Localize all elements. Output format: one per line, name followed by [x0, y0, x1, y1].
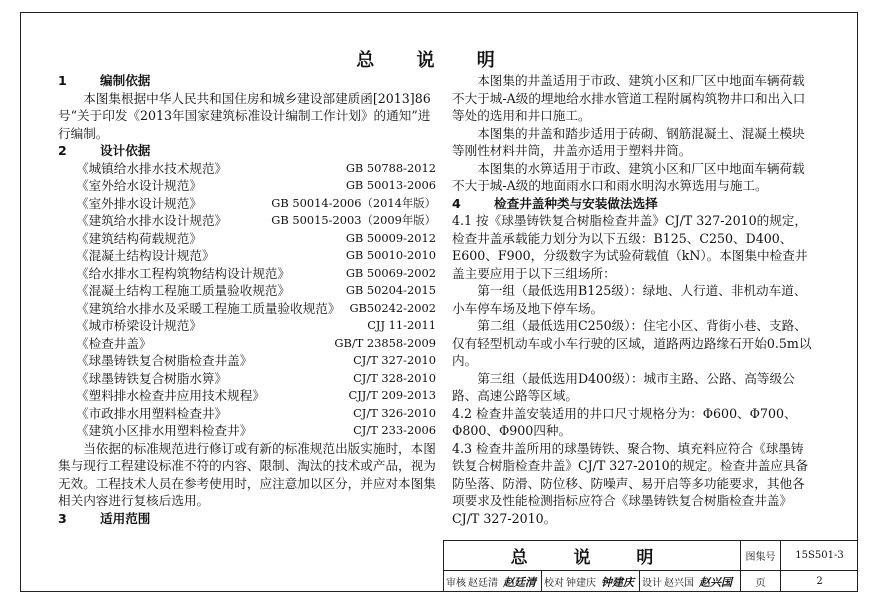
standard-name: 《室外给水设计规范》 [76, 178, 202, 193]
check-name: 钟建庆 [566, 578, 596, 589]
standard-item [58, 282, 436, 300]
atlas-number-label: 图集号 [741, 541, 781, 571]
right-column [452, 72, 812, 527]
section-3-heading [58, 510, 436, 528]
standard-code: GB 50009-2012 [345, 230, 436, 245]
section-1-number: 1 [58, 73, 67, 88]
standard-item [58, 405, 436, 423]
standard-name: 《塑料排水检查井应用技术规程》 [76, 388, 265, 403]
section-2-number: 2 [58, 143, 67, 158]
group-3-paragraph: 第三组（最低选用D400级）：城市主路、公路、高等级公路、高速公路等区域。 [452, 370, 795, 403]
standard-code: CJJ/T 209-2013 [348, 388, 436, 402]
section-4-title: 检查井盖种类与安装做法选择 [494, 195, 658, 211]
standard-code: GB 50204-2015 [345, 283, 436, 297]
standard-name: 《球墨铸铁复合树脂水箅》 [76, 370, 228, 386]
standard-item [58, 335, 436, 353]
scope-paragraph-steps: 本图集的井盖和踏步适用于砖砌、钢筋混凝土、混凝土模块等刚性材料井筒，井盖亦适用于塑料井筒。 [452, 125, 805, 158]
section-2-heading [58, 142, 436, 160]
standard-name: 《建筑给水排水及采暖工程施工质量验收规范》 [76, 300, 341, 316]
standard-name: 《建筑结构荷载规范》 [76, 230, 202, 246]
clause-4-1: 4.1 按《球墨铸铁复合树脂检查井盖》CJ/T 327-2010的规定，检查井盖承载能力划分为以下五级：B125、C250、D400、E600、F900，分级数字为试验荷载值（kN）。本图集中检查井盖主要应用于以下三组场所： [452, 213, 808, 281]
standard-name: 《城市桥梁设计规范》 [76, 318, 202, 333]
standard-name: 《市政排水用塑料检查井》 [76, 405, 228, 421]
standard-code: GB 50069-2002 [345, 265, 436, 280]
section-4-number: 4 [452, 195, 461, 211]
scope-paragraph-grates: 本图集的水箅适用于市政、建筑小区和厂区中地面车辆荷载不大于城-A级的地面雨水口和雨水明沟水箅选用与施工。 [452, 160, 805, 193]
standard-name: 《球墨铸铁复合树脂检查井盖》 [76, 353, 253, 368]
standard-item [58, 195, 436, 213]
section-1-heading [58, 72, 436, 90]
standard-name: 《城镇给水排水技术规范》 [76, 160, 228, 176]
standard-item [58, 352, 436, 370]
review-signature: 赵廷清 [503, 575, 536, 589]
section-1-paragraph: 本图集根据中华人民共和国住房和城乡建设部建质函[2013]86号“关于印发《2013年国家建筑标准设计编制工作计划》的通知”进行编制。 [58, 90, 431, 141]
standard-item [58, 387, 436, 405]
standard-name: 《给水排水工程构筑物结构设计规范》 [76, 265, 291, 281]
section-1-title: 编制依据 [100, 73, 151, 88]
standard-item [58, 370, 436, 388]
section-3-number: 3 [58, 510, 67, 526]
standard-code: CJ/T 328-2010 [353, 370, 436, 385]
standard-item [58, 422, 436, 440]
standard-code: GB 50015-2003（2009年版） [271, 213, 436, 227]
standard-code: CJ/T 327-2010 [353, 353, 436, 367]
standard-code: GB50242-2002 [349, 300, 436, 315]
standard-code: GB 50788-2012 [345, 160, 436, 175]
design-signature: 赵兴国 [699, 575, 732, 589]
standard-name: 《混凝土结构设计规范》 [76, 248, 215, 263]
page-label: 页 [741, 571, 781, 592]
left-column [58, 72, 436, 527]
design-label: 设计 [642, 578, 662, 589]
clause-4-2: 4.2 检查井盖安装适用的井口尺寸规格分为：Φ600、Φ700、Φ800、Φ900四种。 [452, 405, 797, 438]
section-4-heading [452, 195, 812, 213]
standard-item [58, 317, 436, 335]
section-2-note: 当依据的标准规范进行修订或有新的标准规范出版实施时，本图集与现行工程建设标准不符的内容、限制、淘汰的技术或产品，视为无效。工程技术人员在参考使用时，应注意加以区分，并应对本图集相关内容进行复核后选用。 [58, 440, 436, 508]
standard-code: CJ/T 233-2006 [353, 423, 436, 437]
standard-code: GB/T 23858-2009 [334, 335, 436, 350]
standard-item [58, 230, 436, 248]
standard-item [58, 212, 436, 230]
standard-item [58, 300, 436, 318]
group-1-paragraph: 第一组（最低选用B125级）：绿地、人行道、非机动车道、小车停车场及地下停车场。 [452, 283, 807, 316]
standard-name: 《室外排水设计规范》 [76, 195, 202, 211]
page-title: 总 说 明 [356, 50, 513, 71]
title-block-title: 总 说 明 [444, 541, 741, 571]
section-3-title: 适用范围 [100, 510, 151, 526]
section-2-title: 设计依据 [100, 143, 151, 158]
signature-row [444, 571, 741, 592]
standard-item [58, 265, 436, 283]
standard-item [58, 247, 436, 265]
divider [541, 571, 542, 592]
standard-code: GB 50013-2006 [345, 178, 436, 192]
standard-code: GB 50010-2010 [345, 248, 436, 262]
page-number: 2 [816, 576, 823, 587]
clause-4-3: 4.3 检查井盖所用的球墨铸铁、聚合物、填充料应符合《球墨铸铁复合树脂检查井盖》CJ/T 327-2010的规定。检查井盖应具备防坠落、防滑、防位移、防噪声、易开启等多功能要求，其他各项要求及性能检测指标应符合《球墨铸铁复合树脂检查井盖》CJ/T 327-2010。 [452, 440, 809, 526]
standard-name: 《混凝土结构工程施工质量验收规范》 [76, 283, 291, 298]
standard-code: CJJ 11-2011 [367, 318, 436, 332]
check-label: 校对 [544, 578, 564, 589]
atlas-number: 15S501-3 [781, 541, 858, 571]
divider [639, 571, 640, 592]
design-name: 赵兴国 [664, 578, 694, 589]
review-label: 审核 [446, 578, 466, 589]
group-2-paragraph: 第二组（最低选用C250级）：住宅小区、背街小巷、支路、仅有轻型机动车或小车行驶的区域，道路两边路缘石开始0.5m以内。 [452, 318, 812, 368]
review-name: 赵廷清 [468, 578, 498, 589]
scope-paragraph-covers: 本图集的井盖适用于市政、建筑小区和厂区中地面车辆荷载不大于城-A级的埋地给水排水管道工程附属构筑物井口和出入口等处的选用和井口施工。 [452, 73, 806, 123]
standard-name: 《建筑小区排水用塑料检查井》 [76, 423, 253, 438]
standard-name: 《建筑给水排水设计规范》 [76, 213, 228, 228]
standard-name: 《检查井盖》 [76, 335, 152, 351]
standard-code: CJ/T 326-2010 [353, 405, 436, 420]
title-block [443, 540, 857, 591]
check-signature: 钟建庆 [601, 575, 634, 589]
standards-list [58, 160, 436, 440]
standard-item [58, 177, 436, 195]
standard-item [58, 160, 436, 178]
standard-code: GB 50014-2006（2014年版） [271, 195, 436, 210]
